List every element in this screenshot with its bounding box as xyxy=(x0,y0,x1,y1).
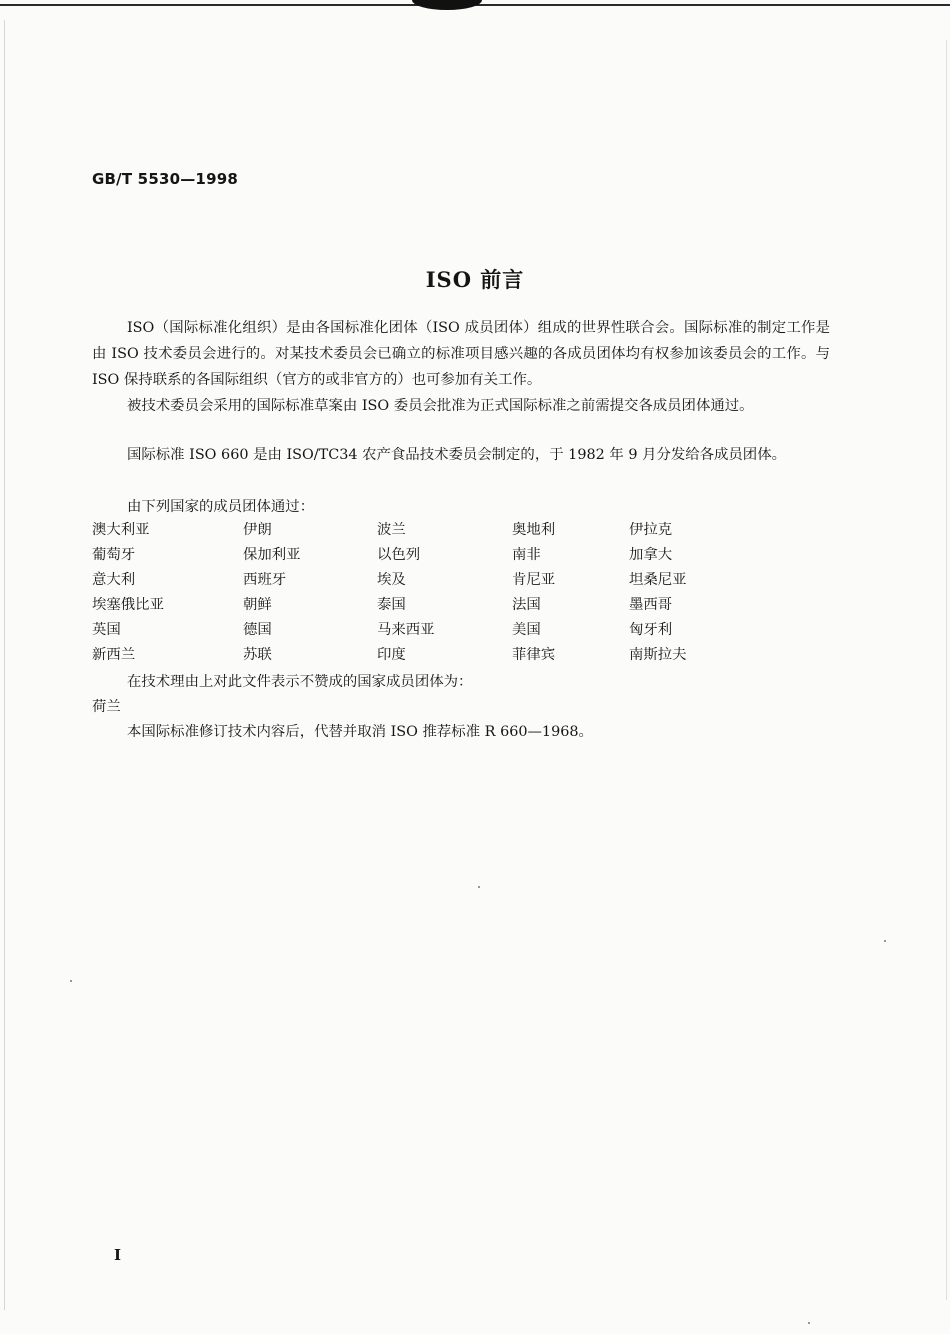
country-name: 伊朗 xyxy=(243,522,272,538)
scan-top-edge xyxy=(0,0,950,14)
country-name: 葡萄牙 xyxy=(92,547,136,563)
country-name: 苏联 xyxy=(243,647,272,663)
country-name: 新西兰 xyxy=(92,647,136,663)
country-name: 伊拉克 xyxy=(629,522,673,538)
country-name: 南斯拉夫 xyxy=(629,647,687,663)
scan-right-edge xyxy=(946,40,947,1300)
country-name: 德国 xyxy=(243,622,272,638)
country-name: 美国 xyxy=(512,622,541,638)
paragraph-iso-intro: ISO（国际标准化组织）是由各国标准化团体（ISO 成员团体）组成的世界性联合会。国际标准的制定工作是由 ISO 技术委员会进行的。对某技术委员会已确立的标准项目感兴趣的各成员团体均有权参加该委员会的工作。与 ISO 保持联系的各国际组织（官方的或非官方的）也可参加有关工作。 xyxy=(92,320,830,388)
country-name: 菲律宾 xyxy=(512,647,556,663)
country-name: 英国 xyxy=(92,622,121,638)
page-number: I xyxy=(114,1246,122,1264)
paragraph-iso-660: 国际标准 ISO 660 是由 ISO/TC34 农产食品技术委员会制定的，于 1982 年 9 月分发给各成员团体。 xyxy=(127,447,786,463)
country-name: 埃塞俄比亚 xyxy=(92,597,164,613)
scan-speck xyxy=(70,980,72,982)
country-name: 西班牙 xyxy=(243,572,287,588)
scan-speck xyxy=(808,1322,810,1324)
country-name: 泰国 xyxy=(377,597,406,613)
country-name: 法国 xyxy=(512,597,541,613)
paragraph-revision-note: 本国际标准修订技术内容后，代替并取消 ISO 推荐标准 R 660—1968。 xyxy=(127,724,593,740)
scan-speck xyxy=(478,886,480,888)
paragraph-approved-by: 由下列国家的成员团体通过： xyxy=(127,499,315,515)
country-name: 坦桑尼亚 xyxy=(629,572,687,588)
country-name: 埃及 xyxy=(377,572,406,588)
paragraph-disapproving: 在技术理由上对此文件表示不赞成的国家成员团体为： xyxy=(127,674,473,690)
scan-left-edge xyxy=(4,20,5,1310)
standard-code: GB/T 5530—1998 xyxy=(92,170,238,188)
country-name: 南非 xyxy=(512,547,541,563)
country-name: 意大利 xyxy=(92,572,136,588)
country-name: 印度 xyxy=(377,647,406,663)
country-name: 肯尼亚 xyxy=(512,572,556,588)
country-name: 马来西亚 xyxy=(377,622,435,638)
page-title: ISO 前言 xyxy=(425,267,525,292)
scan-top-smudge xyxy=(412,0,482,10)
country-name: 墨西哥 xyxy=(629,597,673,613)
country-name: 加拿大 xyxy=(629,547,673,563)
disapproving-country: 荷兰 xyxy=(92,699,121,715)
country-name: 奥地利 xyxy=(512,522,556,538)
country-name: 波兰 xyxy=(377,522,406,538)
country-name: 以色列 xyxy=(377,547,421,563)
country-name: 保加利亚 xyxy=(243,547,301,563)
paragraph-draft-approval: 被技术委员会采用的国际标准草案由 ISO 委员会批准为正式国际标准之前需提交各成员团体通过。 xyxy=(127,398,754,414)
scan-speck xyxy=(884,940,886,942)
country-name: 朝鲜 xyxy=(243,597,272,613)
country-name: 澳大利亚 xyxy=(92,522,150,538)
country-name: 匈牙利 xyxy=(629,622,673,638)
